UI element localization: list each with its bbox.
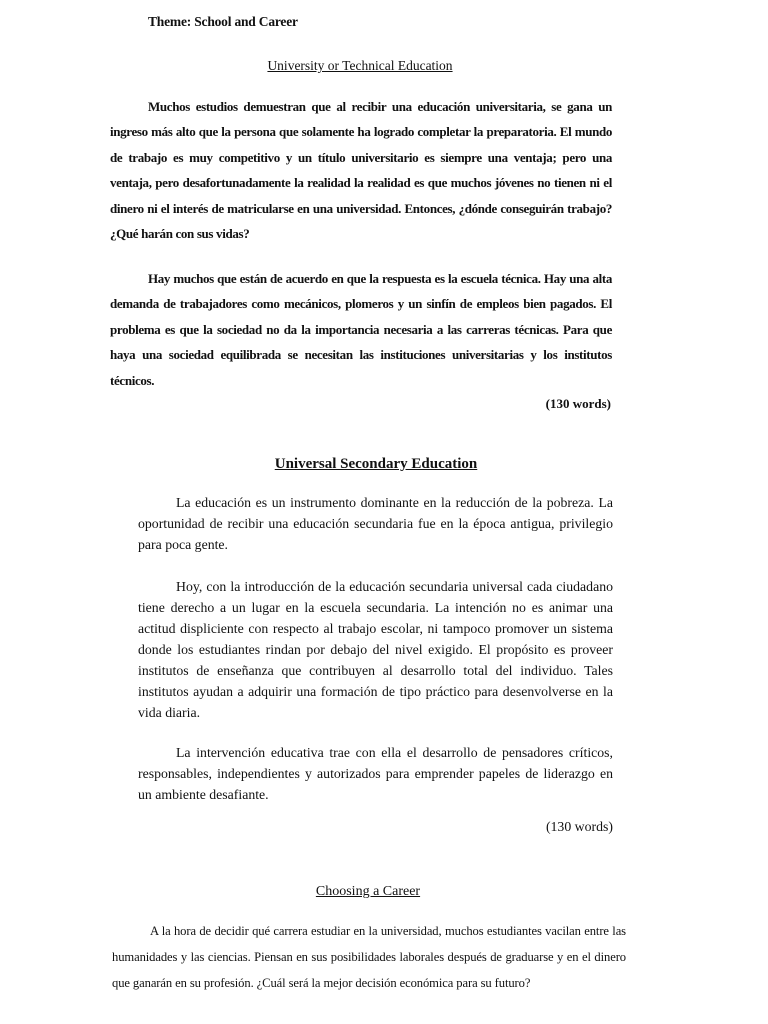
paragraph-career-1: A la hora de decidir qué carrera estudiar en la universidad, muchos estudiantes vacilan entre las humanidades y las ciencias. Piensan en sus posibilidades laborales después de graduarse y en el dinero que ganarán en su profesión. ¿Cuál será la mejor decisión económica para su futuro? [112, 924, 626, 991]
paragraph-secondary-2: Hoy, con la introducción de la educación secundaria universal cada ciudadano tiene derecho a un lugar en la escuela secundaria. La intención no es animar una actitud displiciente con respecto al trabajo escolar, ni tampoco promover un sistema donde los estudiantes rindan por debajo del nivel exigido. El propósito es proveer institutos de enseñanza que contribuyen al desarrollo total del individuo. Tales institutos ayudan a adquirir una formación de tipo práctico para desenvolverse en la vida diaria. [138, 579, 613, 720]
paragraph-secondary-3: La intervención educativa trae con ella el desarrollo de pensadores críticos, responsables, independientes y autorizados para emprender papeles de liderazgo en un ambiente desafiante. [138, 745, 613, 802]
paragraph-university-1: Muchos estudios demuestran que al recibir una educación universitaria, se gana un ingreso más alto que la persona que solamente ha logrado completar la preparatoria. El mundo de trabajo es muy competitivo y un título universitario es siempre una ventaja; pero una ventaja, pero desafortunadamente la realidad la realidad es que muchos jóvenes no tienen ni el dinero ni el interés de matricularse en una universidad. Entonces, ¿dónde conseguirán trabajo? ¿Qué harán con sus vidas? [110, 99, 612, 242]
theme-heading: Theme: School and Career [148, 14, 298, 29]
section-title-secondary: Universal Secondary Education [274, 456, 478, 472]
paragraph-secondary-1: La educación es un instrumento dominante en la reducción de la pobreza. La oportunidad de recibir una educación secundaria fue en la época antigua, privilegio para poca gente. [138, 495, 613, 552]
word-count-secondary: (130 words) [545, 819, 613, 834]
paragraph-university-2: Hay muchos que están de acuerdo en que la respuesta es la escuela técnica. Hay una alta demanda de trabajadores como mecánicos, plomeros y un sinfín de empleos bien pagados. El problema es que la sociedad no da la importancia necesaria a las carreras técnicas. Para que haya una sociedad equilibrada se necesitan las instituciones universitarias y los institutos técnicos. [110, 271, 612, 388]
section-title-career: Choosing a Career [315, 884, 421, 899]
section-title-university: University or Technical Education [267, 58, 453, 73]
word-count-university: (130 words) [545, 396, 611, 411]
